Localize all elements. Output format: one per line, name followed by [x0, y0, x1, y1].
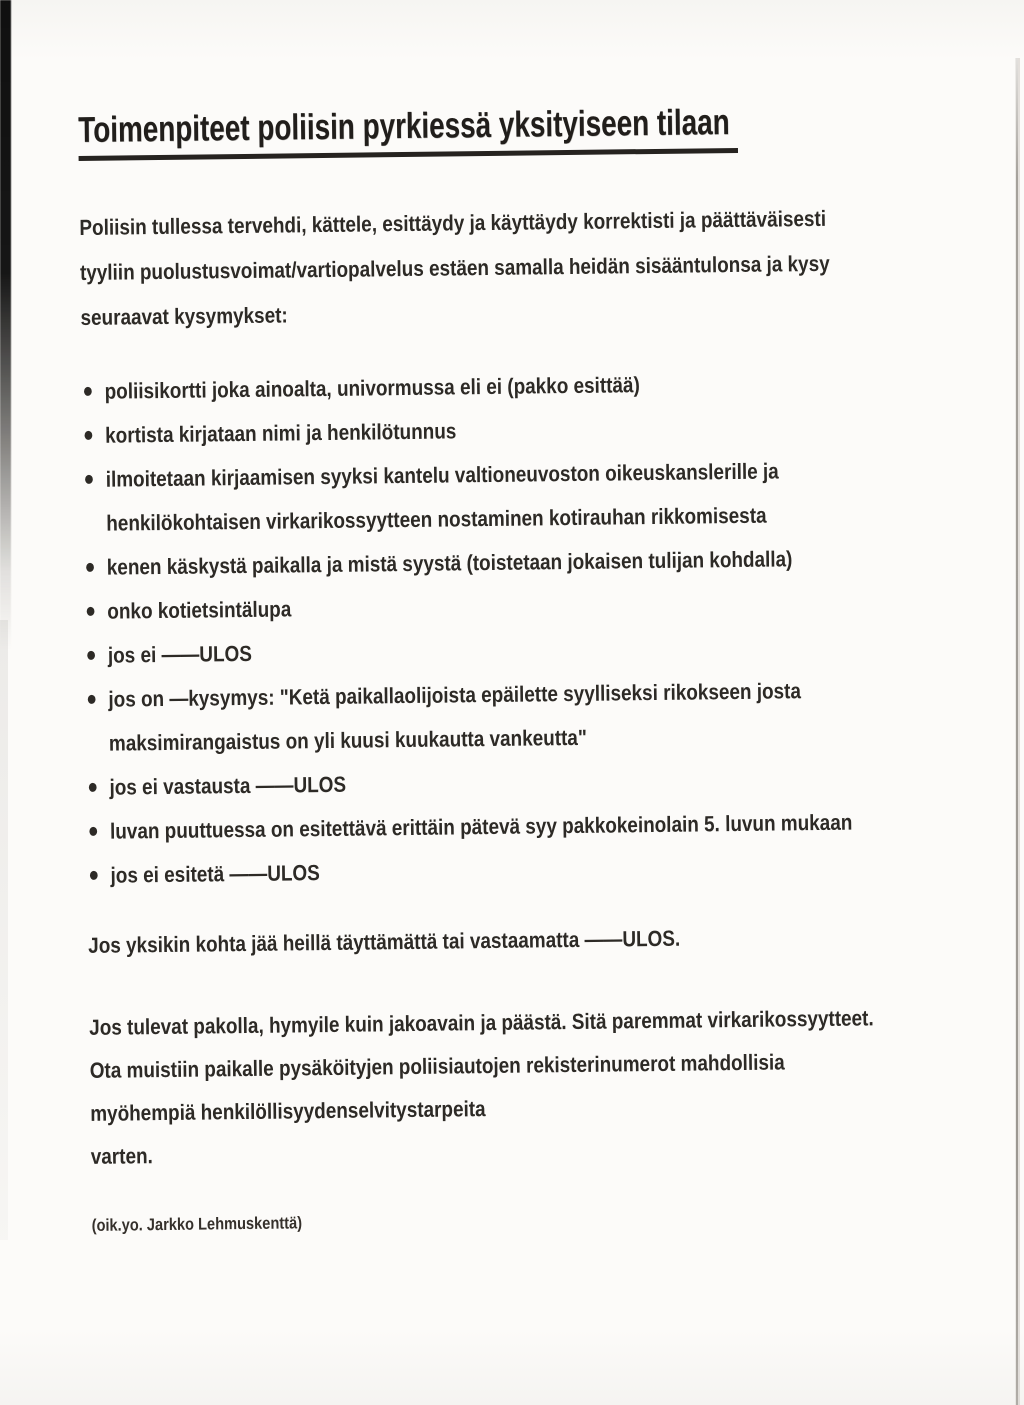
bullet-line: jos on —kysymys: "Ketä paikallaolijoista epäilette syylliseksi rikokseen josta — [108, 678, 802, 712]
bullet-line: kenen käskystä paikalla ja mistä syystä (toistetaan jokaisen tulijan kohdalla) — [106, 546, 793, 580]
intro-line: Poliisin tullessa tervehdi, kättele, esittäydy ja käyttäydy korrektisti ja päättäväisesti — [79, 205, 827, 240]
bullet-dot-icon — [87, 651, 95, 660]
bullet-dot-icon — [88, 695, 96, 704]
bullet-line: ilmoitetaan kirjaamisen syyksi kantelu valtioneuvoston oikeuskanslerille ja — [105, 458, 779, 492]
bullet-line: maksimirangaistus on yli kuusi kuukautta vankeutta" — [108, 724, 587, 756]
closing-paragraph — [89, 994, 1024, 1178]
closing-line: myöhempiä henkilöllisyydenselvitystarpeita — [90, 1096, 486, 1126]
scan-edge-artifact-left — [0, 0, 11, 650]
signature — [92, 1204, 1024, 1236]
bullet-item — [82, 446, 1024, 546]
intro-line: seuraavat kysymykset: — [80, 302, 288, 330]
bullet-dot-icon — [85, 475, 93, 484]
bullet-line: jos ei vastausta ——ULOS — [109, 771, 347, 800]
closing-rule-line: Jos yksikin kohta jää heillä täyttämättä tai vastaamatta ——ULOS. — [88, 925, 681, 958]
document-title: Toimenpiteet poliisin pyrkiessä yksityiseen tilaan — [78, 102, 738, 161]
document-content — [78, 98, 1024, 1236]
bullet-list — [81, 358, 1024, 898]
bullet-dot-icon — [89, 783, 97, 792]
bullet-line: jos ei ——ULOS — [107, 640, 253, 668]
bullet-item — [85, 666, 1024, 766]
bullet-line: poliisikortti joka ainoalta, univormussa eli ei (pakko esittää) — [104, 372, 640, 404]
document-text-block — [78, 98, 1024, 1236]
bullet-line: kortista kirjataan nimi ja henkilötunnus — [105, 418, 457, 448]
bullet-line: jos ei esitetä ——ULOS — [110, 860, 320, 888]
scan-edge-shade-left — [0, 620, 8, 1240]
bullet-dot-icon — [90, 871, 98, 880]
bullet-dot-icon — [86, 563, 94, 572]
bullet-dot-icon — [87, 607, 95, 616]
closing-line: Jos tulevat pakolla, hymyile kuin jakoavain ja päästä. Sitä paremmat virkarikossyytteet. — [89, 1005, 874, 1040]
bullet-dot-icon — [85, 431, 93, 440]
signature-line: (oik.yo. Jarkko Lehmuskenttä) — [91, 1213, 303, 1235]
closing-line: varten. — [90, 1143, 153, 1169]
bullet-dot-icon — [89, 827, 97, 836]
closing-rule-paragraph — [88, 912, 1024, 968]
intro-paragraph — [79, 193, 1024, 340]
bullet-line: luvan puuttuessa on esitettävä erittäin pätevä syy pakkokeinolain 5. luvun mukaan — [109, 809, 853, 844]
bullet-line: henkilökohtaisen virkarikossyytteen nostaminen kotirauhan rikkomisesta — [106, 502, 767, 536]
intro-line: tyyliin puolustusvoimat/vartiopalvelus estäen samalla heidän sisääntulonsa ja kysy — [79, 250, 830, 285]
bullet-line: onko kotietsintälupa — [107, 596, 292, 624]
bullet-dot-icon — [84, 387, 92, 396]
closing-line: Ota muistiin paikalle pysäköityjen poliisiautojen rekisterinumerot mahdollisia — [89, 1049, 785, 1083]
